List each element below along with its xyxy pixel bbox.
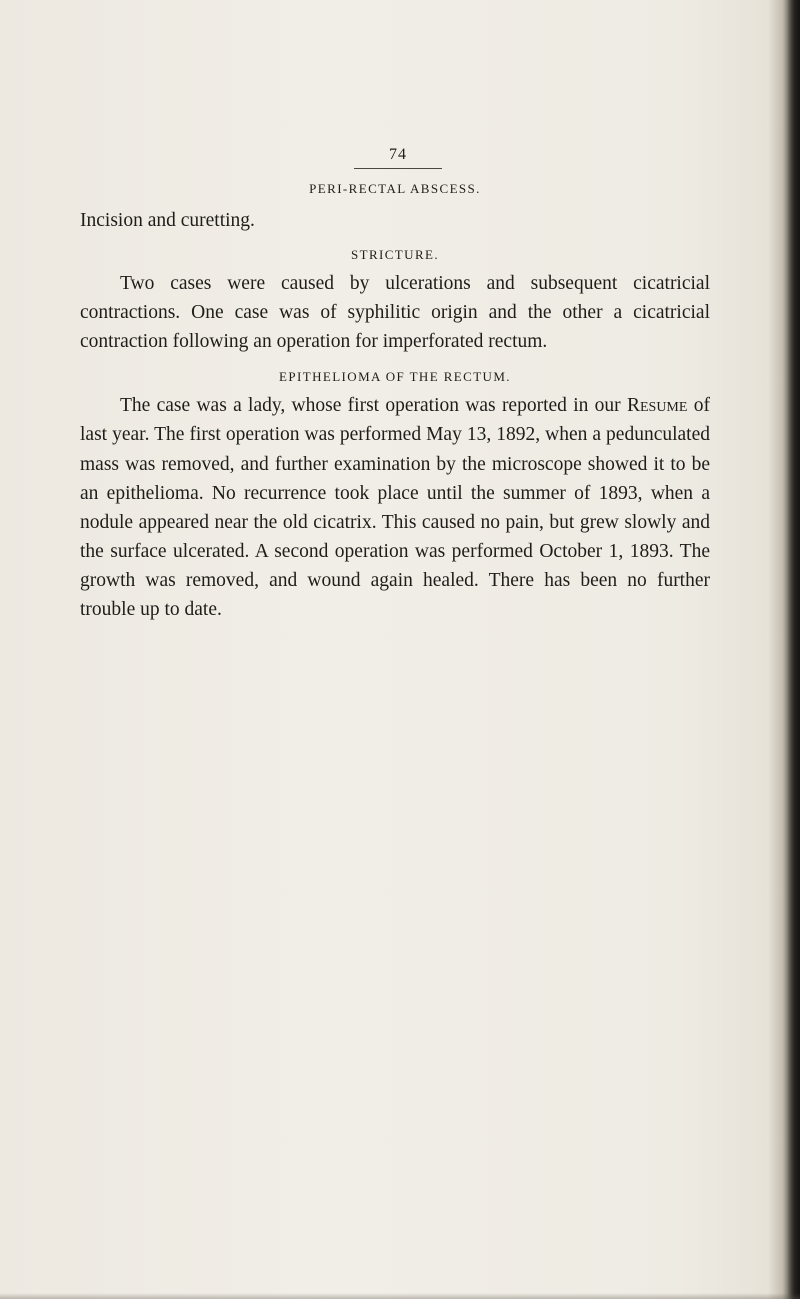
- paragraph-epithelioma-rest: of last year. The first operation was performed May 13, 1892, when a pedunculated mass was removed, and further examination by the microscope showed it to be an epithelioma. No recurrence took place until the summer of 1893, when a nodule appeared near the old cicatrix. This caused no pain, but grew slowly and the surface ulcerated. A second operation was performed October 1, 1893. The growth was removed, and wound again healed. There has been no further trouble up to date.: [80, 395, 710, 621]
- page-bottom-edge: [0, 1293, 800, 1299]
- paragraph-epithelioma: [80, 391, 710, 624]
- paragraph-epithelioma-start: The case was a lady, whose first operation was reported in our: [120, 395, 627, 417]
- book-binding-edge: [782, 0, 800, 1299]
- page-number: 74: [389, 146, 407, 163]
- page-number-underline: [354, 168, 442, 169]
- section-heading-peri-rectal-abscess: PERI-RECTAL ABSCESS.: [309, 181, 481, 196]
- section-heading-epithelioma: EPITHELIOMA OF THE RECTUM.: [279, 369, 511, 385]
- paragraph-stricture: Two cases were caused by ulcerations and subsequent cicatricial contractions. One case was of syphilitic origin and the other a cicatricial contraction following an operation for imperforated rectum.: [80, 273, 710, 353]
- paragraph-peri-rectal-abscess: Incision and curetting.: [80, 210, 255, 231]
- text-column: [80, 178, 710, 624]
- section-heading-stricture: STRICTURE.: [350, 247, 440, 263]
- resume-small-caps: Resume: [626, 395, 688, 417]
